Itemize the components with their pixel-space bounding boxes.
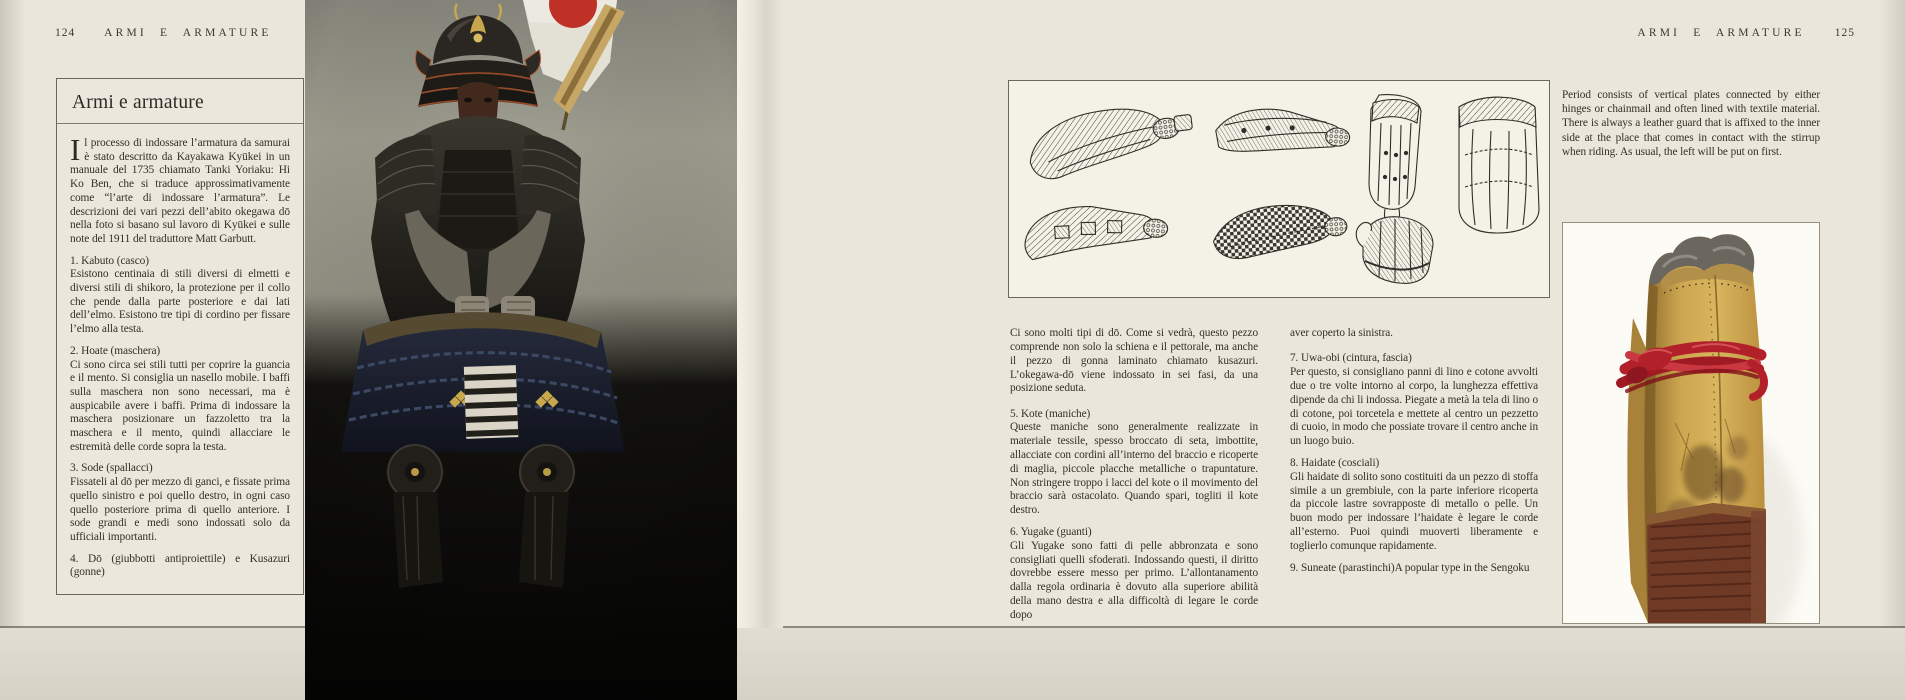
- section-kote: [1010, 408, 1258, 518]
- kote-sketch-6: [1211, 201, 1348, 260]
- page-edge-shading-right: [1879, 0, 1905, 628]
- section-heading: 1. Kabuto (casco): [70, 254, 149, 267]
- kote-sketch-3: [1369, 95, 1421, 233]
- do-intro-paragraph: Ci sono molti tipi di dō. Come si vedrà, questo pezzo comprende non solo la schiena e il pettorale, ma anche il pezzo di gonna laminato chiamato kusazuri. L’okegawa-dō viene indossato in sei fasi, da una posizione seduta.: [1010, 327, 1258, 395]
- kote-sketch-2: [1214, 105, 1351, 158]
- samurai-armor-photo: [305, 0, 737, 700]
- section-heading: 9. Suneate (parastinchi)A popular type in the Sengoku: [1290, 561, 1530, 574]
- english-caption: Period consists of vertical plates connected by either hinges or chainmail and often lined with textile material. There is always a leather guard that is affixed to the inner side at the place that comes in contact with the stirrup when riding. As usual, the left will be put on first.: [1562, 89, 1820, 158]
- helmet-crest: [474, 34, 483, 43]
- section-heading: 2. Hoate (maschera): [70, 344, 161, 357]
- running-head-left: [55, 27, 272, 39]
- section-haidate: [1290, 457, 1538, 554]
- table-surface: [0, 628, 1905, 700]
- drop-cap: I: [70, 132, 81, 167]
- running-head-left-text: ARMI E ARMATURE: [104, 27, 272, 39]
- section-body: Gli haidate di solito sono costituiti da un pezzo di stoffa simile a un grembiule, con la parte inferiore ricoperta da piccole lastre sovrapposte di metallo o pelle. Un buon modo per indossare l’haidate è legare le corde all’esterno. Puoi quindi muoverti liberamente e toglierlo comunque rapidamente.: [1290, 470, 1538, 552]
- intro-paragraph: [70, 132, 290, 247]
- section-heading: 5. Kote (maniche): [1010, 407, 1091, 420]
- section-yugake: [1010, 526, 1258, 623]
- page-number-right: 125: [1834, 27, 1855, 39]
- section-hoate: [70, 345, 290, 455]
- running-head-right-text: ARMI E ARMATURE: [1637, 27, 1805, 39]
- section-heading: 3. Sode (spallacci): [70, 462, 153, 475]
- intro-text: l processo di indossare l’armatura da samurai è stato descritto da Kayakawa Kyūkei in un manuale del 1735 chiamato Tanki Yoriaku: Hi Ko Ben, che si traduce approssimativamente come “l’arte di indossare l’armatura”. Le descrizioni dei vari pezzi dell’abito okegawa dō nella foto si basano sul lavoro di Kyūkei e sulle note del 1911 del traduttore Matt Garbutt.: [70, 137, 290, 245]
- section-suneate: [1290, 562, 1538, 576]
- section-heading: 4. Dō (giubbotti antiproiettile) e Kusazuri (gonne): [70, 552, 290, 579]
- running-head-right: [1505, 27, 1855, 39]
- section-heading: 7. Uwa-obi (cintura, fascia): [1290, 352, 1412, 365]
- suneate-photo-frame: [1562, 222, 1820, 624]
- section-body: Esistono centinaia di stili diversi di elmetti e diversi stili di shikoro, la protezione per il collo che pende dalla parte posteriore e dai lati dell’elmo. Esistono tre tipi di cordino per fissare l’elmo alla testa.: [70, 268, 290, 336]
- kote-sketch-5: [1024, 201, 1169, 271]
- page-number-left: 124: [55, 27, 76, 39]
- section-sode: [70, 462, 290, 544]
- section-kabuto: [70, 255, 290, 337]
- section-body: Per questo, si consigliano panni di lino e cotone avvolti due o tre volte intorno al corpo, la lunghezza effettiva dipende da chi li indossa. Piegate a metà la tela di lino o di cotone, poi torcetela e mettete al centro un pezzetto di cuoio, in modo che possiate trovare il centro anche in un luogo buio.: [1290, 366, 1538, 448]
- suneate-photo: [1563, 223, 1819, 623]
- kote-sketch-1: [1025, 100, 1196, 181]
- woven-lower-section: [1647, 503, 1766, 623]
- box-body: [57, 124, 303, 580]
- box-title: Armi e armature: [57, 79, 303, 124]
- page-edge-shading-left: [0, 0, 26, 628]
- section-heading: 6. Yugake (guanti): [1010, 525, 1092, 538]
- section-body: Ci sono circa sei stili tutti per coprire la guancia e il mento. Si consiglia un nasello mobile. I baffi sulla maschera non sono necessari, ma è auspicabile avere i baffi. Prima di indossare la maschera posizionare un fazzoletto tra la maschera e il mento, quindi allacciare le estremità delle corde sopra la testa.: [70, 358, 290, 453]
- striped-lacing-panel: [464, 365, 518, 439]
- carryover-line: aver coperto la sinistra.: [1290, 327, 1393, 340]
- section-body: Queste maniche sono generalmente realizzate in materiale tessile, spesso broccato di seta, imbottite, allacciate con cordini all’interno del braccio e ricoperte di maglia, piccole placche metalliche o trapuntature. Non stringere troppo i lacci del kote o il movimento del braccio sarà ostacolato. Quando spari, togliti il kote destro.: [1010, 421, 1258, 517]
- armor-intro-box: [56, 78, 304, 595]
- kote-sketch-7: [1356, 217, 1433, 284]
- kote-engravings-figure: [1008, 80, 1550, 298]
- section-do-kusazuri: [70, 553, 290, 580]
- section-body: Fissateli al dō per mezzo di ganci, e fissate prima quello sinistro e poi quello destro, in ogni caso quello posteriore prima di quello anteriore. I sode grandi e medi sono indossati solo da ufficiali importanti.: [70, 476, 290, 543]
- text-column-left: [1010, 316, 1258, 631]
- page-gutter: [737, 0, 783, 628]
- section-body: Gli Yugake sono fatti di pelle abbronzata e sono consigliati quelli sfoderati. Indossando questi, il diritto dovrebbe essere messo per primo. L’allontanamento dalla regola ordinaria è dovuto alla superiore abilità della mano destra e alla difficoltà di legare le corde dopo: [1010, 539, 1258, 621]
- armor-torso: [371, 116, 585, 344]
- page-bottom-edge: [0, 626, 1905, 628]
- section-heading: 8. Haidate (cosciali): [1290, 456, 1380, 469]
- section-uwa-obi: [1290, 352, 1538, 449]
- kote-sketch-4: [1459, 97, 1539, 233]
- text-column-right: [1290, 316, 1538, 583]
